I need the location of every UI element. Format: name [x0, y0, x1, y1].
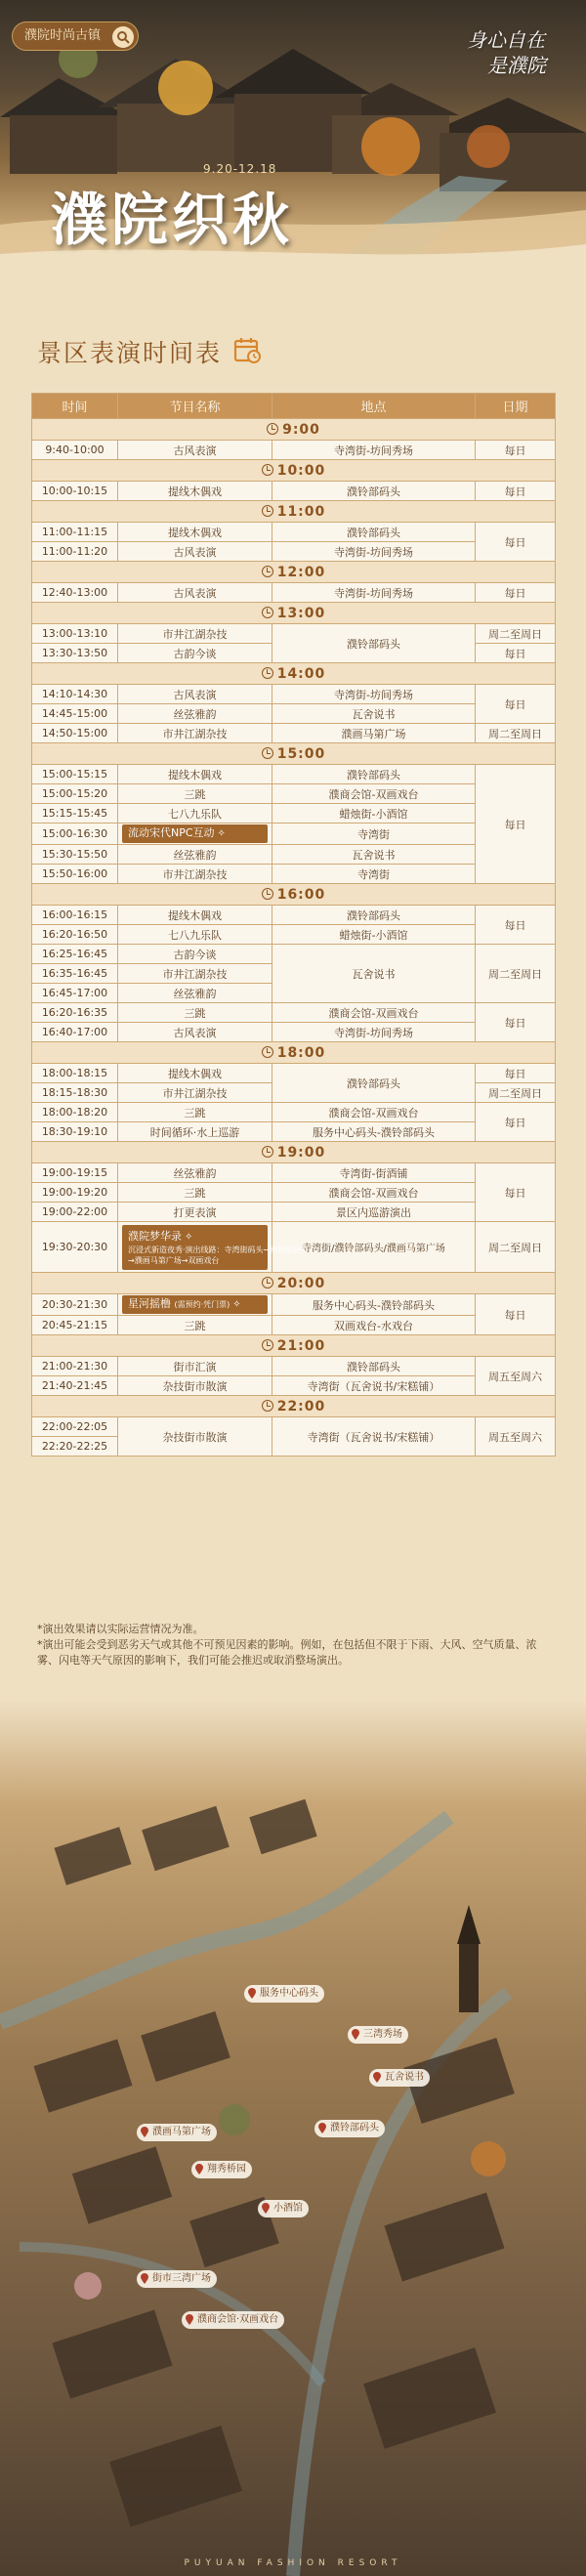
featured-show-tag: 星河摇橹 (需预约·凭门票) ✧	[122, 1295, 268, 1314]
map-illustration	[0, 1700, 586, 2576]
location-pin-icon	[194, 2164, 204, 2175]
table-row: 14:45-15:00 丝弦雅韵 瓦舍说书	[32, 704, 556, 724]
location-pin-icon	[140, 2127, 149, 2138]
search-icon[interactable]	[112, 26, 134, 48]
hour-label: 18:00	[276, 1044, 326, 1061]
hour-label: 12:00	[276, 564, 326, 580]
note-2: *演出可能会受到恶劣天气或其他不可预见因素的影响。例如，在包括但不限于下雨、大风、空气质量、浓雾、闪电等天气原因的影响下，我们可能会推迟或取消整场演出。	[37, 1638, 537, 1667]
table-row: 19:30-20:30 濮院梦华录 ✧ 沉浸式新造夜秀·演出线路：寺湾街码头→濮铃部码头 →濮画马第广场→双画戏台 寺湾街/濮铃部码头/濮画马第广场 周二至周日	[32, 1222, 556, 1273]
table-row: 11:00-11:15 提线木偶戏 濮铃部码头 每日	[32, 523, 556, 542]
hour-row	[32, 1335, 556, 1357]
clock-icon	[262, 1400, 273, 1412]
hour-row	[32, 1142, 556, 1163]
hour-label: 14:00	[276, 665, 326, 682]
location-pin-icon	[247, 1988, 257, 2000]
sparkle-icon: ✧	[217, 828, 226, 839]
map-pin-service-dock[interactable]: 服务中心码头	[244, 1985, 324, 2003]
col-show: 节目名称	[118, 394, 272, 419]
map-pin-puling[interactable]: 濮铃部码头	[314, 2120, 385, 2137]
table-row: 19:00-22:00 打更表演 景区内巡游演出	[32, 1203, 556, 1222]
slogan-line-1: 身心自在	[467, 28, 545, 52]
hour-row	[32, 460, 556, 482]
note-1: *演出效果请以实际运营情况为准。	[37, 1623, 204, 1635]
schedule-notes	[37, 1622, 553, 1668]
schedule-title: 景区表演时间表	[37, 339, 223, 367]
table-row: 21:40-21:45 杂技街市散演 寺湾街（瓦舍说书/宋糕铺）	[32, 1376, 556, 1396]
hour-label: 10:00	[276, 462, 326, 479]
table-row: 15:00-15:20 三跳 濮商会馆-双画戏台	[32, 784, 556, 804]
table-row: 15:15-15:45 七八九乐队 蜡烛街-小酒馆	[32, 804, 556, 823]
table-header-row	[32, 394, 556, 419]
hour-label: 13:00	[276, 605, 326, 621]
table-row: 16:45-17:00 丝弦雅韵	[32, 984, 556, 1003]
hour-row	[32, 1396, 556, 1417]
table-row: 9:40-10:00 古风表演 寺湾街-坊间秀场 每日	[32, 441, 556, 460]
table-row: 22:00-22:05 杂技街市散演 寺湾街（瓦舍说书/宋糕铺） 周五至周六	[32, 1417, 556, 1437]
location-pin-icon	[140, 2273, 149, 2285]
hour-row	[32, 1042, 556, 1064]
hero-banner	[0, 0, 586, 293]
table-row: 15:30-15:50 丝弦雅韵 瓦舍说书	[32, 845, 556, 865]
clock-icon	[262, 667, 273, 679]
slogan-line-2: 是濮院	[487, 54, 546, 77]
table-row: 20:45-21:15 三跳 双画戏台-水戏台	[32, 1316, 556, 1335]
calendar-icon	[232, 335, 262, 368]
hour-row	[32, 743, 556, 765]
table-row: 22:20-22:25	[32, 1437, 556, 1457]
hour-row	[32, 1273, 556, 1294]
hour-label: 20:00	[276, 1275, 326, 1291]
search-label: 濮院时尚古镇	[24, 28, 102, 43]
event-date-range: 9.20-12.18	[203, 162, 277, 176]
table-row: 15:00-15:15 提线木偶戏 濮铃部码头 每日	[32, 765, 556, 784]
table-row: 18:15-18:30 市井江湖杂技 周二至周日	[32, 1083, 556, 1103]
map-pin-sanyan[interactable]: 三湾秀场	[348, 2026, 408, 2044]
col-place: 地点	[272, 394, 476, 419]
hour-label: 21:00	[276, 1337, 326, 1354]
table-row: 12:40-13:00 古风表演 寺湾街-坊间秀场 每日	[32, 583, 556, 603]
hour-label: 16:00	[276, 886, 326, 903]
performance-schedule-table	[31, 393, 556, 1457]
table-row: 16:40-17:00 古风表演 寺湾街-坊间秀场	[32, 1023, 556, 1042]
clock-icon	[262, 566, 273, 577]
table-row: 18:00-18:20 三跳 濮商会馆-双画戏台 每日	[32, 1103, 556, 1122]
hour-label: 9:00	[282, 421, 320, 438]
location-pin-icon	[261, 2203, 271, 2215]
hour-row	[32, 603, 556, 624]
hour-label: 19:00	[276, 1144, 326, 1161]
table-row: 21:00-21:30 街市汇演 濮铃部码头 周五至周六	[32, 1357, 556, 1376]
featured-show-tag: 濮院梦华录 ✧ 沉浸式新造夜秀·演出线路：寺湾街码头→濮铃部码头 →濮画马第广场→双画戏台	[122, 1225, 268, 1270]
table-row: 16:00-16:15 提线木偶戏 濮铃部码头 每日	[32, 906, 556, 925]
map-pin-tavern[interactable]: 小酒馆	[258, 2200, 309, 2217]
hour-label: 22:00	[276, 1398, 326, 1415]
hour-row	[32, 663, 556, 685]
col-time: 时间	[32, 394, 118, 419]
table-row: 13:30-13:50 古韵今谈 每日	[32, 644, 556, 663]
table-row: 20:30-21:30 星河摇橹 (需预约·凭门票) ✧ 服务中心码头-濮铃部码头 每日	[32, 1294, 556, 1316]
table-row: 11:00-11:20 古风表演 寺湾街-坊间秀场	[32, 542, 556, 562]
scenic-area-map	[0, 1700, 586, 2576]
clock-icon	[262, 1046, 273, 1058]
map-pin-square[interactable]: 街市三湾广场	[137, 2270, 217, 2288]
col-day: 日期	[476, 394, 556, 419]
hour-row	[32, 562, 556, 583]
table-row: 10:00-10:15 提线木偶戏 濮铃部码头 每日	[32, 482, 556, 501]
clock-icon	[262, 505, 273, 517]
hour-label: 11:00	[276, 503, 326, 520]
search-bar[interactable]	[12, 21, 139, 51]
clock-icon	[262, 464, 273, 476]
featured-show-tag: 流动宋代NPC互动 ✧	[122, 824, 268, 843]
map-pin-hall[interactable]: 濮商会馆·双画戏台	[182, 2311, 284, 2329]
hour-row	[32, 501, 556, 523]
resort-footer: PUYUAN FASHION RESORT	[184, 2558, 402, 2568]
sparkle-icon: ✧	[185, 1231, 193, 1243]
table-row: 14:50-15:00 市井江湖杂技 濮画马第广场 周二至周日	[32, 724, 556, 743]
schedule-heading	[37, 334, 262, 373]
sparkle-icon: ✧	[232, 1299, 241, 1310]
location-pin-icon	[372, 2072, 382, 2084]
location-pin-icon	[317, 2123, 327, 2134]
clock-icon	[262, 888, 273, 900]
hour-row	[32, 419, 556, 441]
map-pin-wash[interactable]: 瓦舍说书	[369, 2069, 430, 2087]
table-row: 14:10-14:30 古风表演 寺湾街-坊间秀场 每日	[32, 685, 556, 704]
table-row: 16:20-16:35 三跳 濮商会馆-双画戏台 每日	[32, 1003, 556, 1023]
map-pin-plaza[interactable]: 濮画马第广场	[137, 2124, 217, 2141]
table-row: 16:35-16:45 市井江湖杂技	[32, 964, 556, 984]
hour-row	[32, 884, 556, 906]
location-pin-icon	[351, 2029, 360, 2041]
table-row: 19:00-19:20 三跳 濮商会馆-双画戏台	[32, 1183, 556, 1203]
slogan	[447, 27, 565, 78]
table-row: 19:00-19:15 丝弦雅韵 寺湾街-街酒铺 每日	[32, 1163, 556, 1183]
table-row: 13:00-13:10 市井江湖杂技 濮铃部码头 周二至周日	[32, 624, 556, 644]
table-row: 16:20-16:50 七八九乐队 蜡烛街-小酒馆	[32, 925, 556, 945]
table-row: 18:00-18:15 提线木偶戏 濮铃部码头 每日	[32, 1064, 556, 1083]
clock-icon	[262, 1339, 273, 1351]
table-row: 15:00-16:30 流动宋代NPC互动 ✧ 寺湾街	[32, 823, 556, 845]
location-pin-icon	[185, 2314, 194, 2326]
hour-label: 15:00	[276, 745, 326, 762]
clock-icon	[262, 607, 273, 618]
page-title: 濮院织秋	[51, 187, 294, 253]
table-row: 16:25-16:45 古韵今谈 瓦舍说书 周二至周日	[32, 945, 556, 964]
table-row: 15:50-16:00 市井江湖杂技 寺湾街	[32, 865, 556, 884]
clock-icon	[262, 1146, 273, 1158]
clock-icon	[262, 1277, 273, 1288]
map-pin-hongqiao[interactable]: 翔秀桥园	[191, 2161, 252, 2178]
clock-icon	[267, 423, 278, 435]
table-row: 18:30-19:10 时间循环·水上巡游 服务中心码头-濮铃部码头	[32, 1122, 556, 1142]
clock-icon	[262, 747, 273, 759]
